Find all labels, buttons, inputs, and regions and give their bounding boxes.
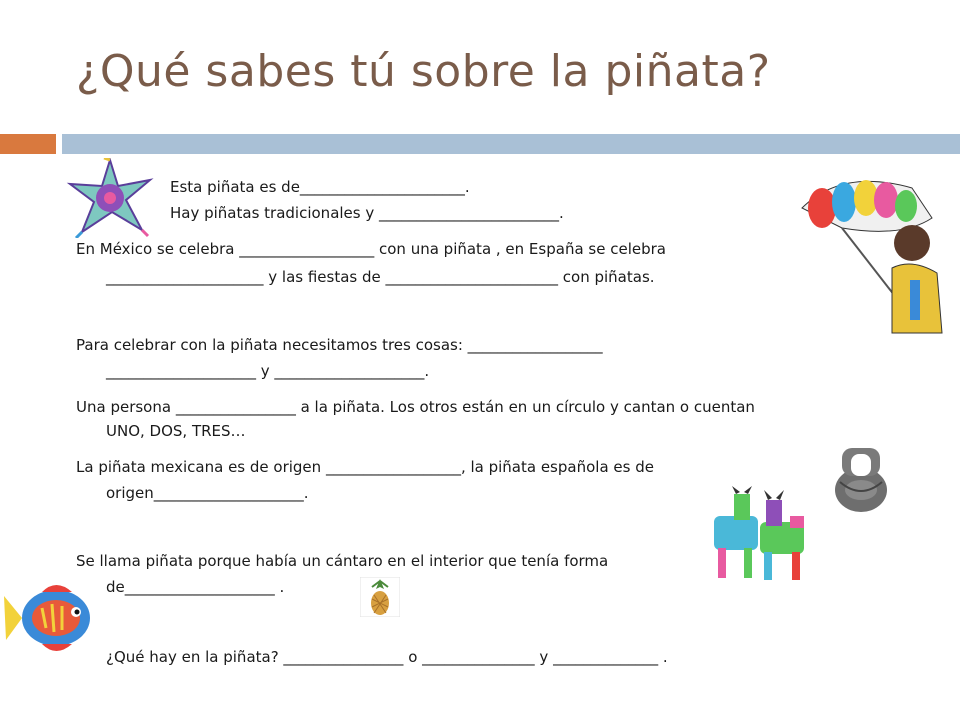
text-line-12: de____________________ . [106, 578, 285, 596]
text-line-1: Esta piñata es de______________________. [170, 178, 470, 196]
text-line-4: _____________________ y las fiestas de _______________________ con piñatas. [106, 268, 655, 286]
star-pinata-icon [64, 158, 156, 238]
text-line-11: Se llama piñata porque había un cántaro en el interior que tenía forma [76, 552, 609, 570]
text-line-10: origen____________________. [106, 484, 309, 502]
clay-jar-icon [832, 442, 890, 514]
text-line-2: Hay piñatas tradicionales y ________________________. [170, 204, 564, 222]
text-line-5: Para celebrar con la piñata necesitamos tres cosas: __________________ [76, 336, 603, 354]
accent-bar-orange [0, 134, 56, 154]
text-line-13: ¿Qué hay en la piñata? ________________ o _______________ y ______________ . [106, 648, 668, 666]
text-line-6: ____________________ y ____________________. [106, 362, 430, 380]
text-line-7: Una persona ________________ a la piñata. Los otros están en un círculo y cantan o cuentan [76, 398, 755, 416]
text-line-8: UNO, DOS, TRES… [106, 422, 246, 440]
page-title: ¿Qué sabes tú sobre la piñata? [76, 46, 771, 97]
donkey-pinatas-icon [704, 486, 820, 586]
pineapple-icon [360, 577, 400, 617]
text-line-9: La piñata mexicana es de origen __________________, la piñata española es de [76, 458, 654, 476]
fish-pinata-icon [2, 578, 94, 658]
text-line-3: En México se celebra __________________ con una piñata , en España se celebra [76, 240, 666, 258]
boy-with-pinata-icon [782, 168, 952, 338]
accent-bar-blue [62, 134, 960, 154]
